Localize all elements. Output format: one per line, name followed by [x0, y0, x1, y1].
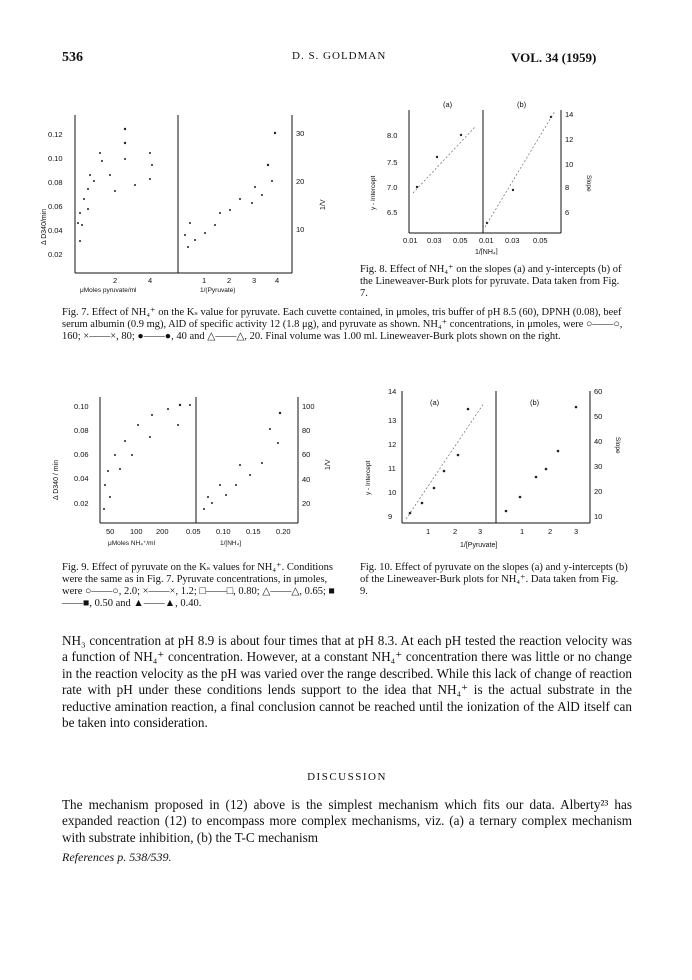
fig10-right-ytick: 20	[594, 487, 603, 496]
fig9-xtick: 100	[130, 527, 143, 536]
fig7-xtick: 4	[148, 276, 153, 285]
fig8-ylabel: y - Intercept	[370, 175, 377, 210]
fig9-xtick: 0.05	[186, 527, 201, 536]
fig10-ylabel: y - Intercept	[365, 460, 372, 495]
fig10-right-ytick: 10	[594, 512, 603, 521]
fig9-xtick: 0.10	[216, 527, 231, 536]
fig9-ytick: 0.08	[74, 426, 89, 435]
fig9-caption: Fig. 9. Effect of pyruvate on the Kₛ values for NH₄⁺. Conditions were the same as in Fig. 7. Pyruvate concentrations, in μmoles, were ○——○, 2.0; ×——×, 1.2; □——□, 0.80; △——△, 0.65; ■——■, 0.50 and ▲——▲, 0.40.	[62, 562, 335, 609]
fig8-xtick: 0.05	[453, 236, 468, 245]
fig10-right-ytick: 40	[594, 437, 603, 446]
fig10-ytick: 12	[388, 440, 397, 449]
fig10-right-ytick: 30	[594, 462, 603, 471]
fig9-ytick: 0.04	[74, 474, 89, 483]
fig9-ylabel: Δ D340 / min	[53, 459, 60, 500]
fig8-ytick: 7.0	[387, 183, 398, 192]
fig10-xtick: 2	[548, 527, 553, 536]
fig7-ytick: 0.06	[48, 202, 63, 211]
fig9-right-xlabel: 1/[NH₄]	[220, 540, 242, 547]
fig10-ytick: 9	[388, 512, 393, 521]
fig7-ytick: 0.12	[48, 130, 63, 139]
fig9-ytick: 0.10	[74, 402, 89, 411]
fig8-right-ytick: 10	[565, 160, 574, 169]
running-head-author: D. S. GOLDMAN	[292, 50, 387, 62]
fig8-xtick: 0.01	[479, 236, 494, 245]
fig9-right-ytick: 40	[302, 475, 311, 484]
fig10-ytick: 11	[388, 464, 396, 473]
fig8-ytick: 8.0	[387, 131, 398, 140]
fig9-xtick: 0.20	[276, 527, 291, 536]
fig7-data-points	[77, 128, 276, 248]
fig10-xtick: 1	[520, 527, 525, 536]
fig9-right-ytick: 20	[302, 499, 311, 508]
fig8-xtick: 0.05	[533, 236, 548, 245]
page-number: 536	[62, 50, 83, 65]
fig7-right-ytick: 10	[296, 225, 305, 234]
fig10-ytick: 14	[388, 387, 397, 396]
fig10-xtick: 3	[478, 527, 483, 536]
fig9-data-points	[103, 404, 281, 510]
fig9-right-ylabel: 1/V	[325, 459, 332, 470]
fig10-right-ylabel: Slope	[614, 437, 621, 454]
fig9-xtick: 50	[106, 527, 115, 536]
fig8-right-ytick: 8	[565, 183, 570, 192]
fig10-right-ytick: 60	[594, 387, 603, 396]
fig10-xtick: 1	[426, 527, 431, 536]
fig7-ytick: 0.04	[48, 226, 63, 235]
fig7-right-ytick: 30	[296, 129, 305, 138]
fig10-right-ytick: 50	[594, 412, 603, 421]
fig9-right-ytick: 100	[302, 402, 315, 411]
fig7-right-xlabel: 1/(Pyruvate)	[200, 287, 236, 294]
fig10-panel-b: (b)	[530, 398, 540, 407]
fig8-xtick: 0.03	[505, 236, 520, 245]
fig8-ytick: 7.5	[387, 158, 398, 167]
fig10-xtick: 2	[453, 527, 458, 536]
section-heading-discussion: DISCUSSION	[307, 771, 387, 783]
fig8-panel-b: (b)	[517, 100, 527, 109]
fig9-right-ytick: 60	[302, 450, 311, 459]
fig7-ylabel: Δ D340/min	[41, 208, 48, 245]
body-paragraph-1: NH₃ concentration at pH 8.9 is about four times that at pH 8.3. At each pH tested the reaction velocity was a function of NH₄⁺ concentration. However, at a constant NH₄⁺ concentration there was little or no change in the reaction velocity as the pH was varied over the range described. While this lack of change of reaction rate with pH under these conditions lends support to the idea that NH₄⁺ is the actual substrate in the reductive amination reaction, a final conclusion cannot be reached until the ionization of the AlD itself can be taken into consideration.	[62, 633, 632, 731]
fig10-panel-a: (a)	[430, 398, 440, 407]
fig8-xlabel: 1/[NH₄]	[475, 249, 498, 255]
fig9-xtick: 200	[156, 527, 169, 536]
fig7-xtick: 4	[275, 276, 280, 285]
fig8-data-points	[416, 116, 552, 224]
fig8-right-ylabel: Slope	[585, 175, 592, 192]
fig10-xlabel: 1/[Pyruvate]	[460, 542, 498, 549]
fig7-ytick: 0.02	[48, 250, 63, 259]
fig9-ytick: 0.02	[74, 499, 89, 508]
fig9-right-ytick: 80	[302, 426, 311, 435]
fig8-right-ytick: 6	[565, 208, 570, 217]
fig9-left-xlabel: μMoles NH₄⁺/ml	[108, 540, 156, 547]
fig7-right-ytick: 20	[296, 177, 305, 186]
fig8-xtick: 0.03	[427, 236, 442, 245]
fig10-ytick: 10	[388, 488, 397, 497]
fig7-left-xlabel: μMoles pyruvate/ml	[80, 287, 137, 294]
figure-9	[40, 385, 350, 555]
fig8-panel-a: (a)	[443, 100, 453, 109]
fig10-ytick: 13	[388, 416, 397, 425]
figure-7	[40, 95, 340, 295]
fig7-right-ylabel: 1/V	[320, 199, 327, 210]
references-note: References p. 538/539.	[62, 850, 172, 864]
fig8-right-ytick: 14	[565, 110, 574, 119]
fig8-right-ytick: 12	[565, 135, 574, 144]
fig7-ytick: 0.08	[48, 178, 63, 187]
fig9-xtick: 0.15	[246, 527, 261, 536]
figure-8	[365, 95, 605, 255]
fig8-caption: Fig. 8. Effect of NH₄⁺ on the slopes (a) and y-intercepts (b) of the Lineweaver-Burk plots for pyruvate. Data taken from Fig. 7.	[360, 264, 622, 299]
fig7-xtick: 2	[227, 276, 232, 285]
body-paragraph-2: The mechanism proposed in (12) above is the simplest mechanism which fits our data. Alberty²³ has expanded reaction (12) to encompass more complex mechanisms, viz. (a) a ternary complex mechanism with substrate inhibition, (b) the T-C mechanism	[62, 797, 632, 845]
fig7-xtick: 3	[252, 276, 257, 285]
figure-10	[360, 385, 630, 555]
fig10-xtick: 3	[574, 527, 579, 536]
fig8-ytick: 6.5	[387, 208, 398, 217]
running-head-volume: VOL. 34 (1959)	[511, 50, 597, 65]
fig9-ytick: 0.06	[74, 450, 89, 459]
fig7-xtick: 1	[202, 276, 207, 285]
fig7-xtick: 2	[113, 276, 118, 285]
fig7-ytick: 0.10	[48, 154, 63, 163]
fig7-caption: Fig. 7. Effect of NH₄⁺ on the Kₛ value for pyruvate. Each cuvette contained, in μmoles, tris buffer of pH 8.5 (60), DPNH (0.08), beef serum albumin (0.9 mg), AlD of specific activity 12 (1.8 μg), and pyruvate as shown. NH₄⁺ concentrations, in μmoles, were ○——○, 160; ×——×, 80; ●——●, 40 and △——△, 20. Final volume was 1.00 ml. Lineweaver-Burk plots shown on the right.	[62, 307, 623, 342]
fig10-caption: Fig. 10. Effect of pyruvate on the slopes (a) and y-intercepts (b) of the Lineweaver-Burk plots for NH₄⁺. Data taken from Fig. 9.	[360, 562, 628, 597]
fig10-data-points	[409, 406, 578, 515]
fig8-xtick: 0.01	[403, 236, 418, 245]
